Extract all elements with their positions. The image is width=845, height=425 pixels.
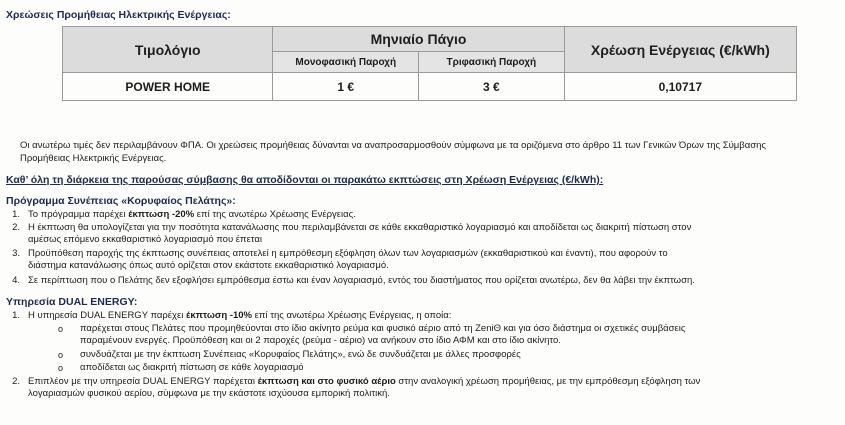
list-number: 1. (12, 310, 20, 321)
cell-single-phase: 1 € (273, 73, 419, 101)
list-number: 1. (12, 209, 20, 220)
bullet-icon: o (58, 350, 64, 360)
program-title: Πρόγραμμα Συνέπειας «Κορυφαίος Πελάτης»: (6, 195, 236, 207)
list-text: Η υπηρεσία DUAL ENERGY παρέχει έκπτωση -10% επί της ανωτέρω Χρέωσης Ενέργειας, η οποία: (28, 310, 452, 321)
page-title: Χρεώσεις Προμήθειας Ηλεκτρικής Ενέργειας: (6, 9, 231, 21)
col-header-monthly: Μηνιαίο Πάγιο (273, 27, 564, 52)
cell-energy-charge: 0,10717 (564, 73, 796, 101)
col-header-tariff: Τιμολόγιο (63, 27, 273, 73)
cell-three-phase: 3 € (419, 73, 565, 101)
bullet-icon: o (58, 324, 64, 334)
list-text: Σε περίπτωση που ο Πελάτης δεν εξοφλήσει εμπρόθεσμα έστω και έναν λογαριασμό, εντός του διαστήματος που ορίζεται ανωτέρω, δεν θα λάβει την έκπτωση. (28, 275, 695, 286)
list-text: διάστημα κατανάλωσης όπως αυτό ορίζεται στον εκάστοτε εκκαθαριστικό λογαριασμό. (28, 260, 389, 271)
col-header-three-phase: Τριφασική Παροχή (419, 52, 565, 73)
list-number: 2. (12, 222, 20, 233)
list-text: Η έκπτωση θα υπολογίζεται για την ποσότητα κατανάλωσης που περιλαμβάνεται σε κάθε εκκαθαριστικό λογαριασμό και αποδίδεται ως διακριτή πίστωση στον (28, 222, 692, 233)
tariff-table (62, 26, 797, 101)
list-text: συνδυάζεται με την έκπτωση Συνέπειας «Κορυφαίος Πελάτης», ενώ δε συνδυάζεται με άλλες προσφορές (80, 349, 521, 360)
list-text: παραμένουν ενεργές. Προϋπόθεση και οι 2 παροχές (ρεύμα - αέριο) να ανήκουν στο ίδιο ΑΦΜ και στο ίδιο ακίνητο. (80, 335, 561, 346)
bullet-icon: o (58, 363, 64, 373)
list-number: 4. (12, 275, 20, 286)
dual-energy-title: Υπηρεσία DUAL ENERGY: (6, 296, 138, 308)
list-text: Το πρόγραμμα παρέχει έκπτωση -20% επί της ανωτέρω Χρέωσης Ενέργειας. (28, 209, 356, 220)
list-number: 3. (12, 248, 20, 259)
vat-note: Οι ανωτέρω τιμές δεν περιλαμβάνουν ΦΠΑ. Οι χρεώσεις προμήθειας δύνανται να αναπροσαρμοσθούν σύμφωνα με τα οριζόμενα στο άρθρο 11 των Γενικών Όρων της Σύμβασης Προμήθειας Ηλεκτρικής Ενέργειας. (20, 140, 766, 164)
list-text: αμέσως επόμενο εκκαθαριστικό λογαριασμό που έπεται (28, 234, 263, 245)
list-text: Επιπλέον με την υπηρεσία DUAL ENERGY παρέχεται έκπτωση και στο φυσικό αέριο στην αναλογική χρέωση προμήθειας, με την εμπρόθεσμη εξόφληση των (28, 376, 701, 387)
list-text: Προϋπόθεση παροχής της έκπτωσης συνέπειας αποτελεί η εμπρόθεσμη εξόφληση όλων των λογαριασμών (εκκαθαριστικού και έναντι), που αφορούν το (28, 248, 668, 259)
col-header-energy: Χρέωση Ενέργειας (€/kWh) (564, 27, 796, 73)
list-text: αποδίδεται ως διακριτή πίστωση σε κάθε λογαριασμό (80, 362, 304, 373)
list-text: παρέχεται στους Πελάτες που προμηθεύονται στο ίδιο ακίνητο ρεύμα και φυσικό αέριο από τη ΖeniΘ και για όσο διάστημα οι σχετικές συμβάσεις (80, 323, 686, 334)
discounts-title: Καθ’ όλη τη διάρκεια της παρούσας σύμβασης θα αποδίδονται οι παρακάτω εκπτώσεις στη Χρέωση Ενέργειας (€/kWh): (6, 174, 604, 186)
list-number: 2. (12, 376, 20, 387)
cell-tariff-name: POWER HOME (63, 73, 273, 101)
col-header-single-phase: Μονοφασική Παροχή (273, 52, 419, 73)
list-text: λογαριασμών φυσικού αερίου, σύμφωνα με την εκάστοτε ισχύουσα εμπορική πολιτική. (28, 388, 390, 399)
